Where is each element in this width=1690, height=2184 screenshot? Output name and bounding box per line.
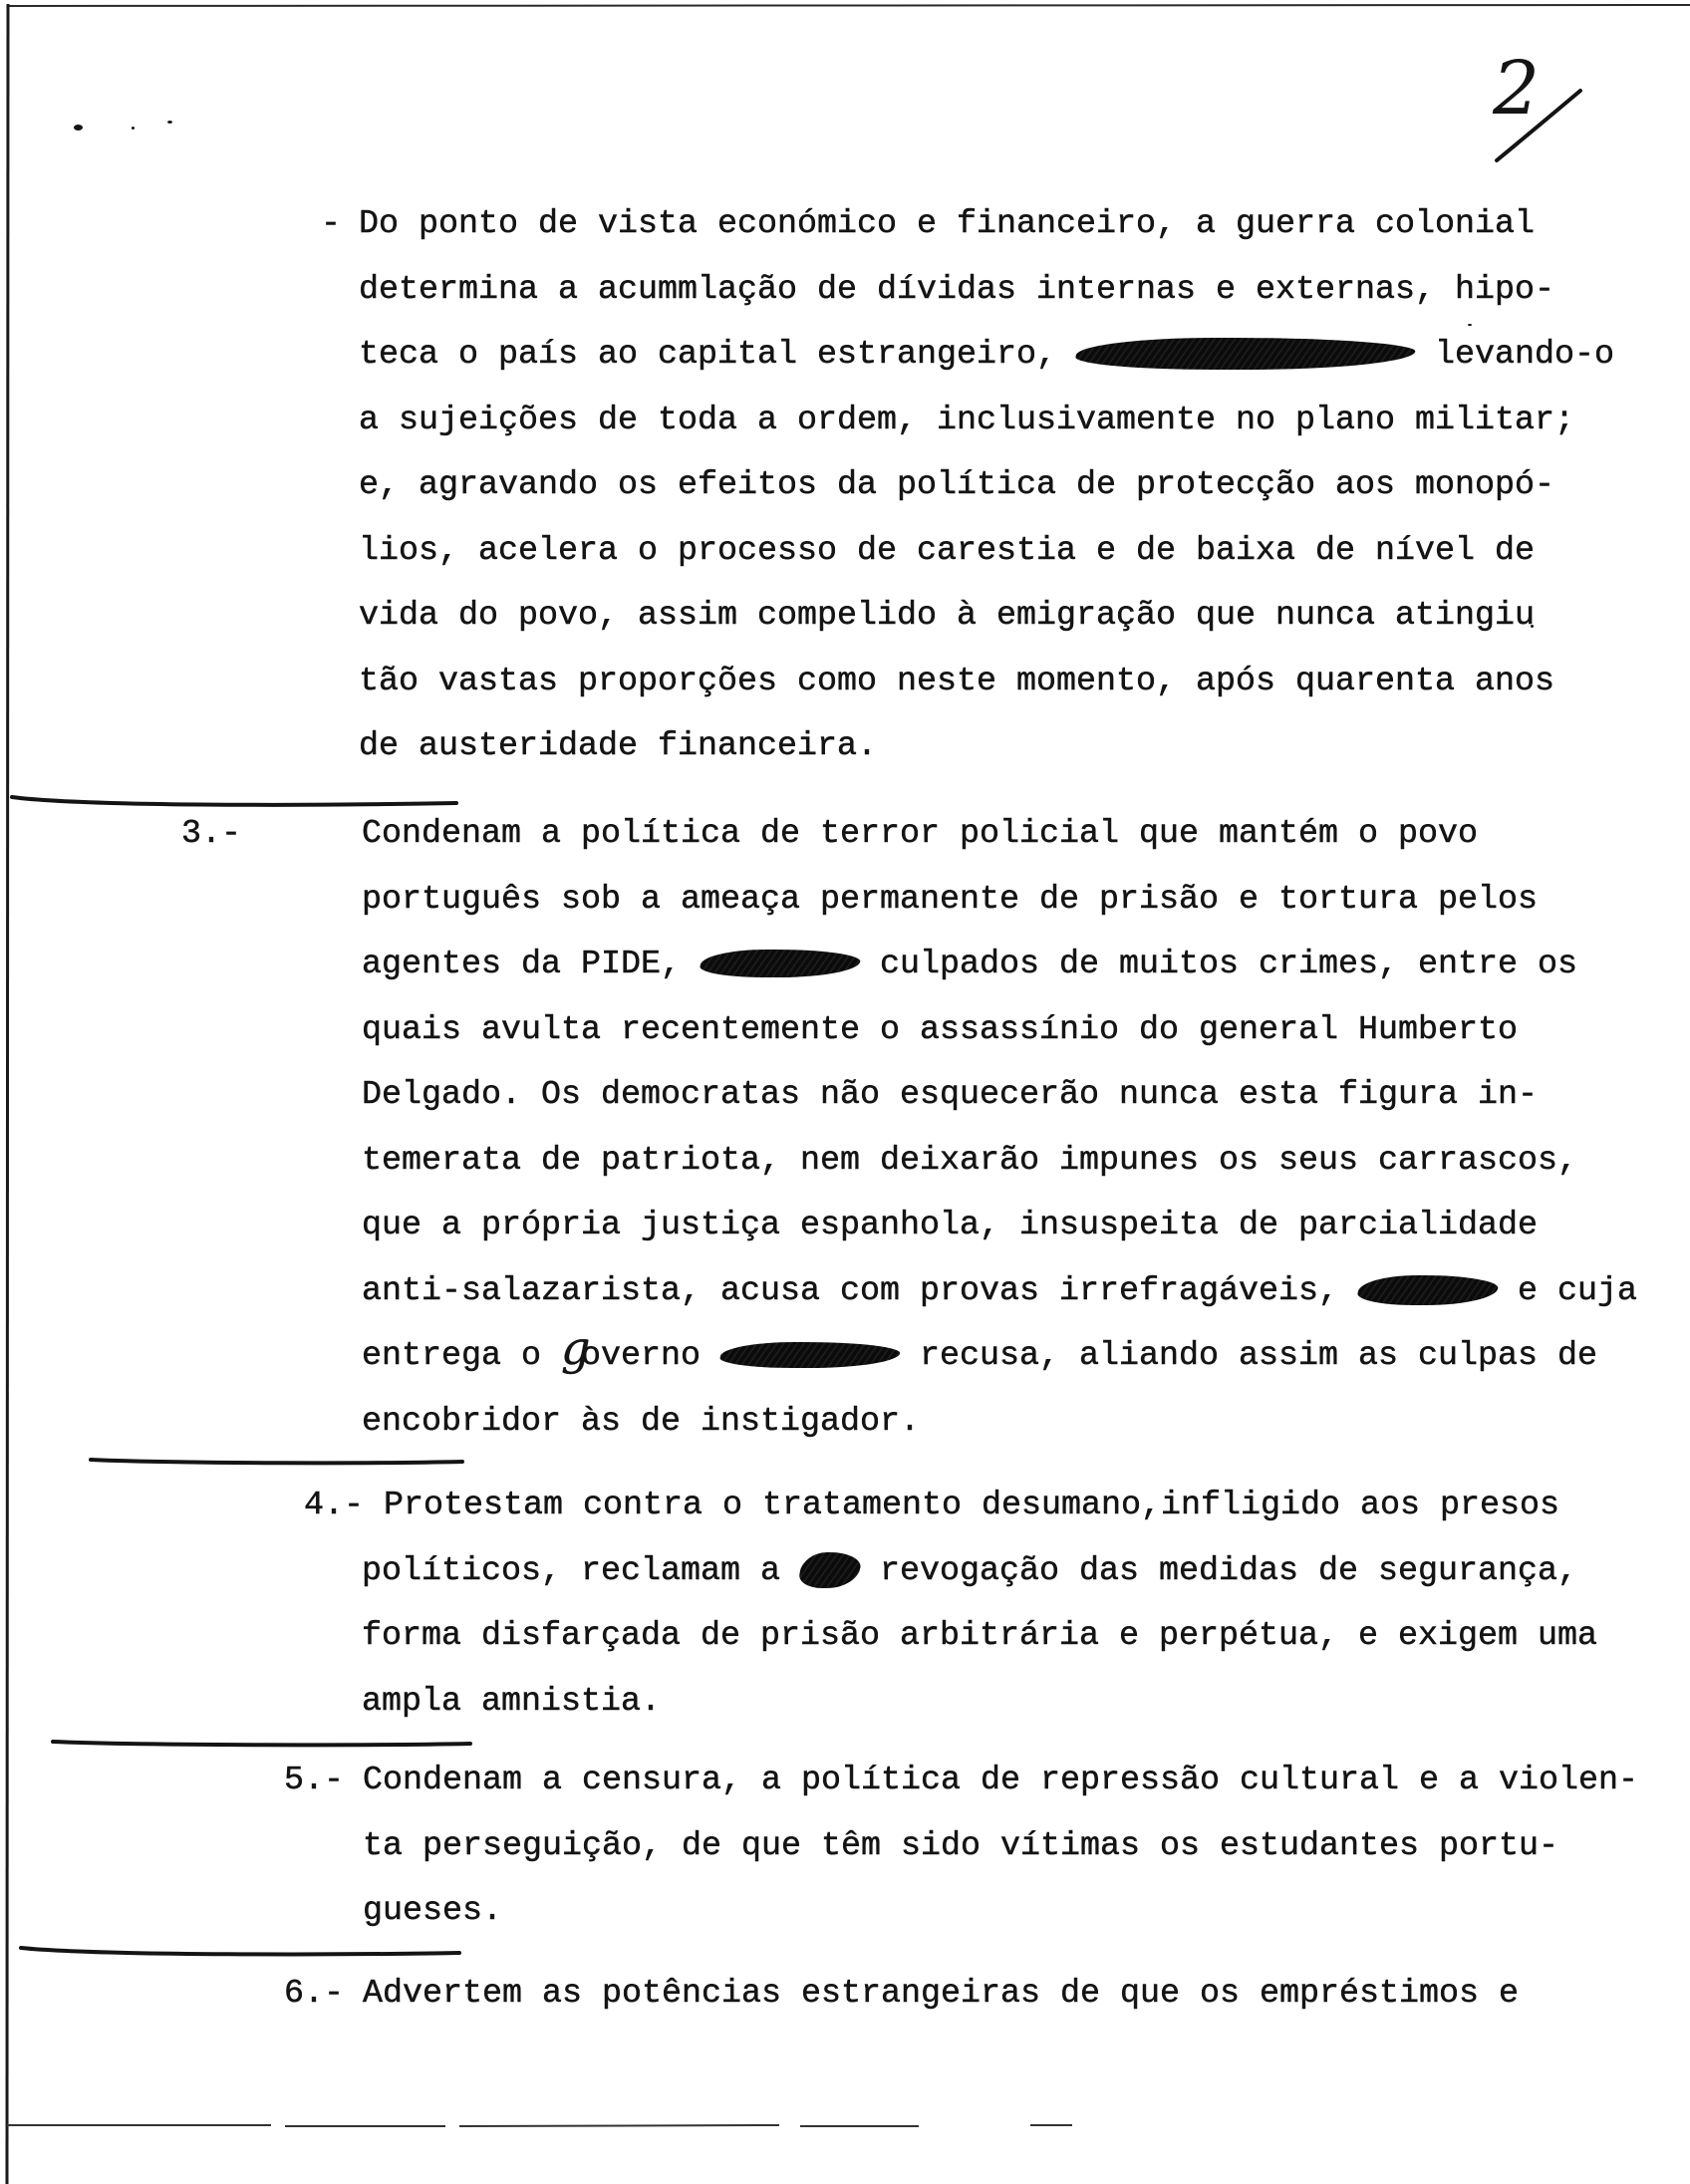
text-line: lios, acelera o processo de carestia e de baixa de nível de [359,531,1536,570]
line-text-after-redaction: recusa, aliando assim as culpas de [920,1337,1598,1376]
page-top-edge-line [7,5,1690,6]
ink-speck [132,127,135,130]
text-line: ampla amnistia. [362,1682,662,1721]
text-line: ta perseguição, de que têm sido vítimas os estudantes portu- [363,1826,1559,1865]
corrected-word-rest: overno [581,1337,702,1376]
text-line: de austeridade financeira. [359,727,878,766]
paragraph-item-4 [304,1474,1598,1735]
page-left-edge-line [7,4,8,2184]
text-line: forma disfarçada de prisão arbitrária e perpétua, e exigem uma [362,1617,1598,1656]
text-line [362,1259,1637,1325]
redaction-scribble [797,1552,863,1588]
ink-speck [74,125,83,131]
redaction-scribble [1355,1275,1500,1305]
line-text-after-redaction: levando-o [1435,336,1615,375]
text-line: gueses. [363,1892,503,1931]
redaction-scribble [1073,338,1418,370]
text-line [362,933,1637,998]
page-bottom-edge-line [7,2125,1072,2126]
line-text-after-redaction: culpados de muitos crimes, entre os [880,946,1578,984]
text-line: vida do povo, assim compelido à emigração que nunca atingiu [359,597,1536,636]
text-line: tão vastas proporções como neste momento, após quarenta anos [359,662,1555,700]
text-line: determina a acummlação de dívidas internas e externas, hipo- [359,270,1555,309]
text-line: que a própria justiça espanhola, insuspeita de parcialidade [362,1207,1539,1245]
line-text-before-redaction: agentes da PIDE, [362,946,682,984]
text-line: Do ponto de vista económico e financeiro, a guerra colonial [359,205,1536,244]
text-line: Protestam contra o tratamento desumano,infligido aos presos [384,1487,1560,1525]
line-text-before-redaction: anti-salazarista, acusa com provas irrefragáveis, [362,1271,1339,1310]
paragraph-item-5 [284,1749,1639,1945]
text-line: Condenam a censura, a política de repressão cultural e a violen- [363,1762,1639,1800]
text-line: temerata de patriota, nem deixarão impunes os seus carrascos, [362,1141,1578,1180]
text-line: quais avulta recentemente o assassínio do general Humberto [362,1010,1519,1049]
line-text-before-redaction: teca o país ao capital estrangeiro, [359,336,1057,375]
text-line: entrega o governo recusa, aliando assim as culpas de [362,1321,1598,1376]
text-line: e, agravando os efeitos da política de protecção aos monopó- [359,466,1555,505]
paragraph-item-6 [284,1962,1520,2028]
redaction-scribble [699,950,863,977]
ink-speck [167,121,172,124]
line-text-before-correction: entrega o [362,1337,562,1376]
text-line: português sob a ameaça permanente de prisão e tortura pelos [362,880,1539,919]
section-divider-rule [21,1948,459,1954]
section-divider-rule [91,1460,462,1463]
text-line: Delgado. Os democratas não esquecerão nunca esta figura in- [362,1076,1539,1115]
section-divider-rule [53,1742,470,1745]
paragraph-economic-bullet [321,192,1615,780]
item-number: 6.- [284,1975,345,2014]
text-line: encobridor às de instigador. [362,1402,921,1441]
item-number: 3.- [181,815,242,854]
bullet-marker: - [321,205,342,244]
item-number: 4.- [304,1487,365,1525]
text-line [359,323,1614,389]
bottom-edge-segment [459,2125,779,2126]
text-line: Advertem as potências estrangeiras de que os empréstimos e [363,1975,1520,2014]
paragraph-item-3 [181,802,1638,1455]
text-line [362,1539,1597,1605]
text-line: Condenam a política de terror policial que mantém o povo [362,815,1479,854]
page-number: 2 [1493,46,1541,132]
line-text-after-redaction: e cuja [1518,1271,1638,1310]
redaction-scribble [718,1342,903,1368]
item-number: 5.- [284,1762,345,1800]
line-text-before-redaction: políticos, reclamam a [362,1551,781,1590]
text-line: a sujeições de toda a ordem, inclusivamente no plano militar; [359,401,1575,439]
line-text-after-redaction: revogação das medidas de segurança, [880,1551,1578,1590]
